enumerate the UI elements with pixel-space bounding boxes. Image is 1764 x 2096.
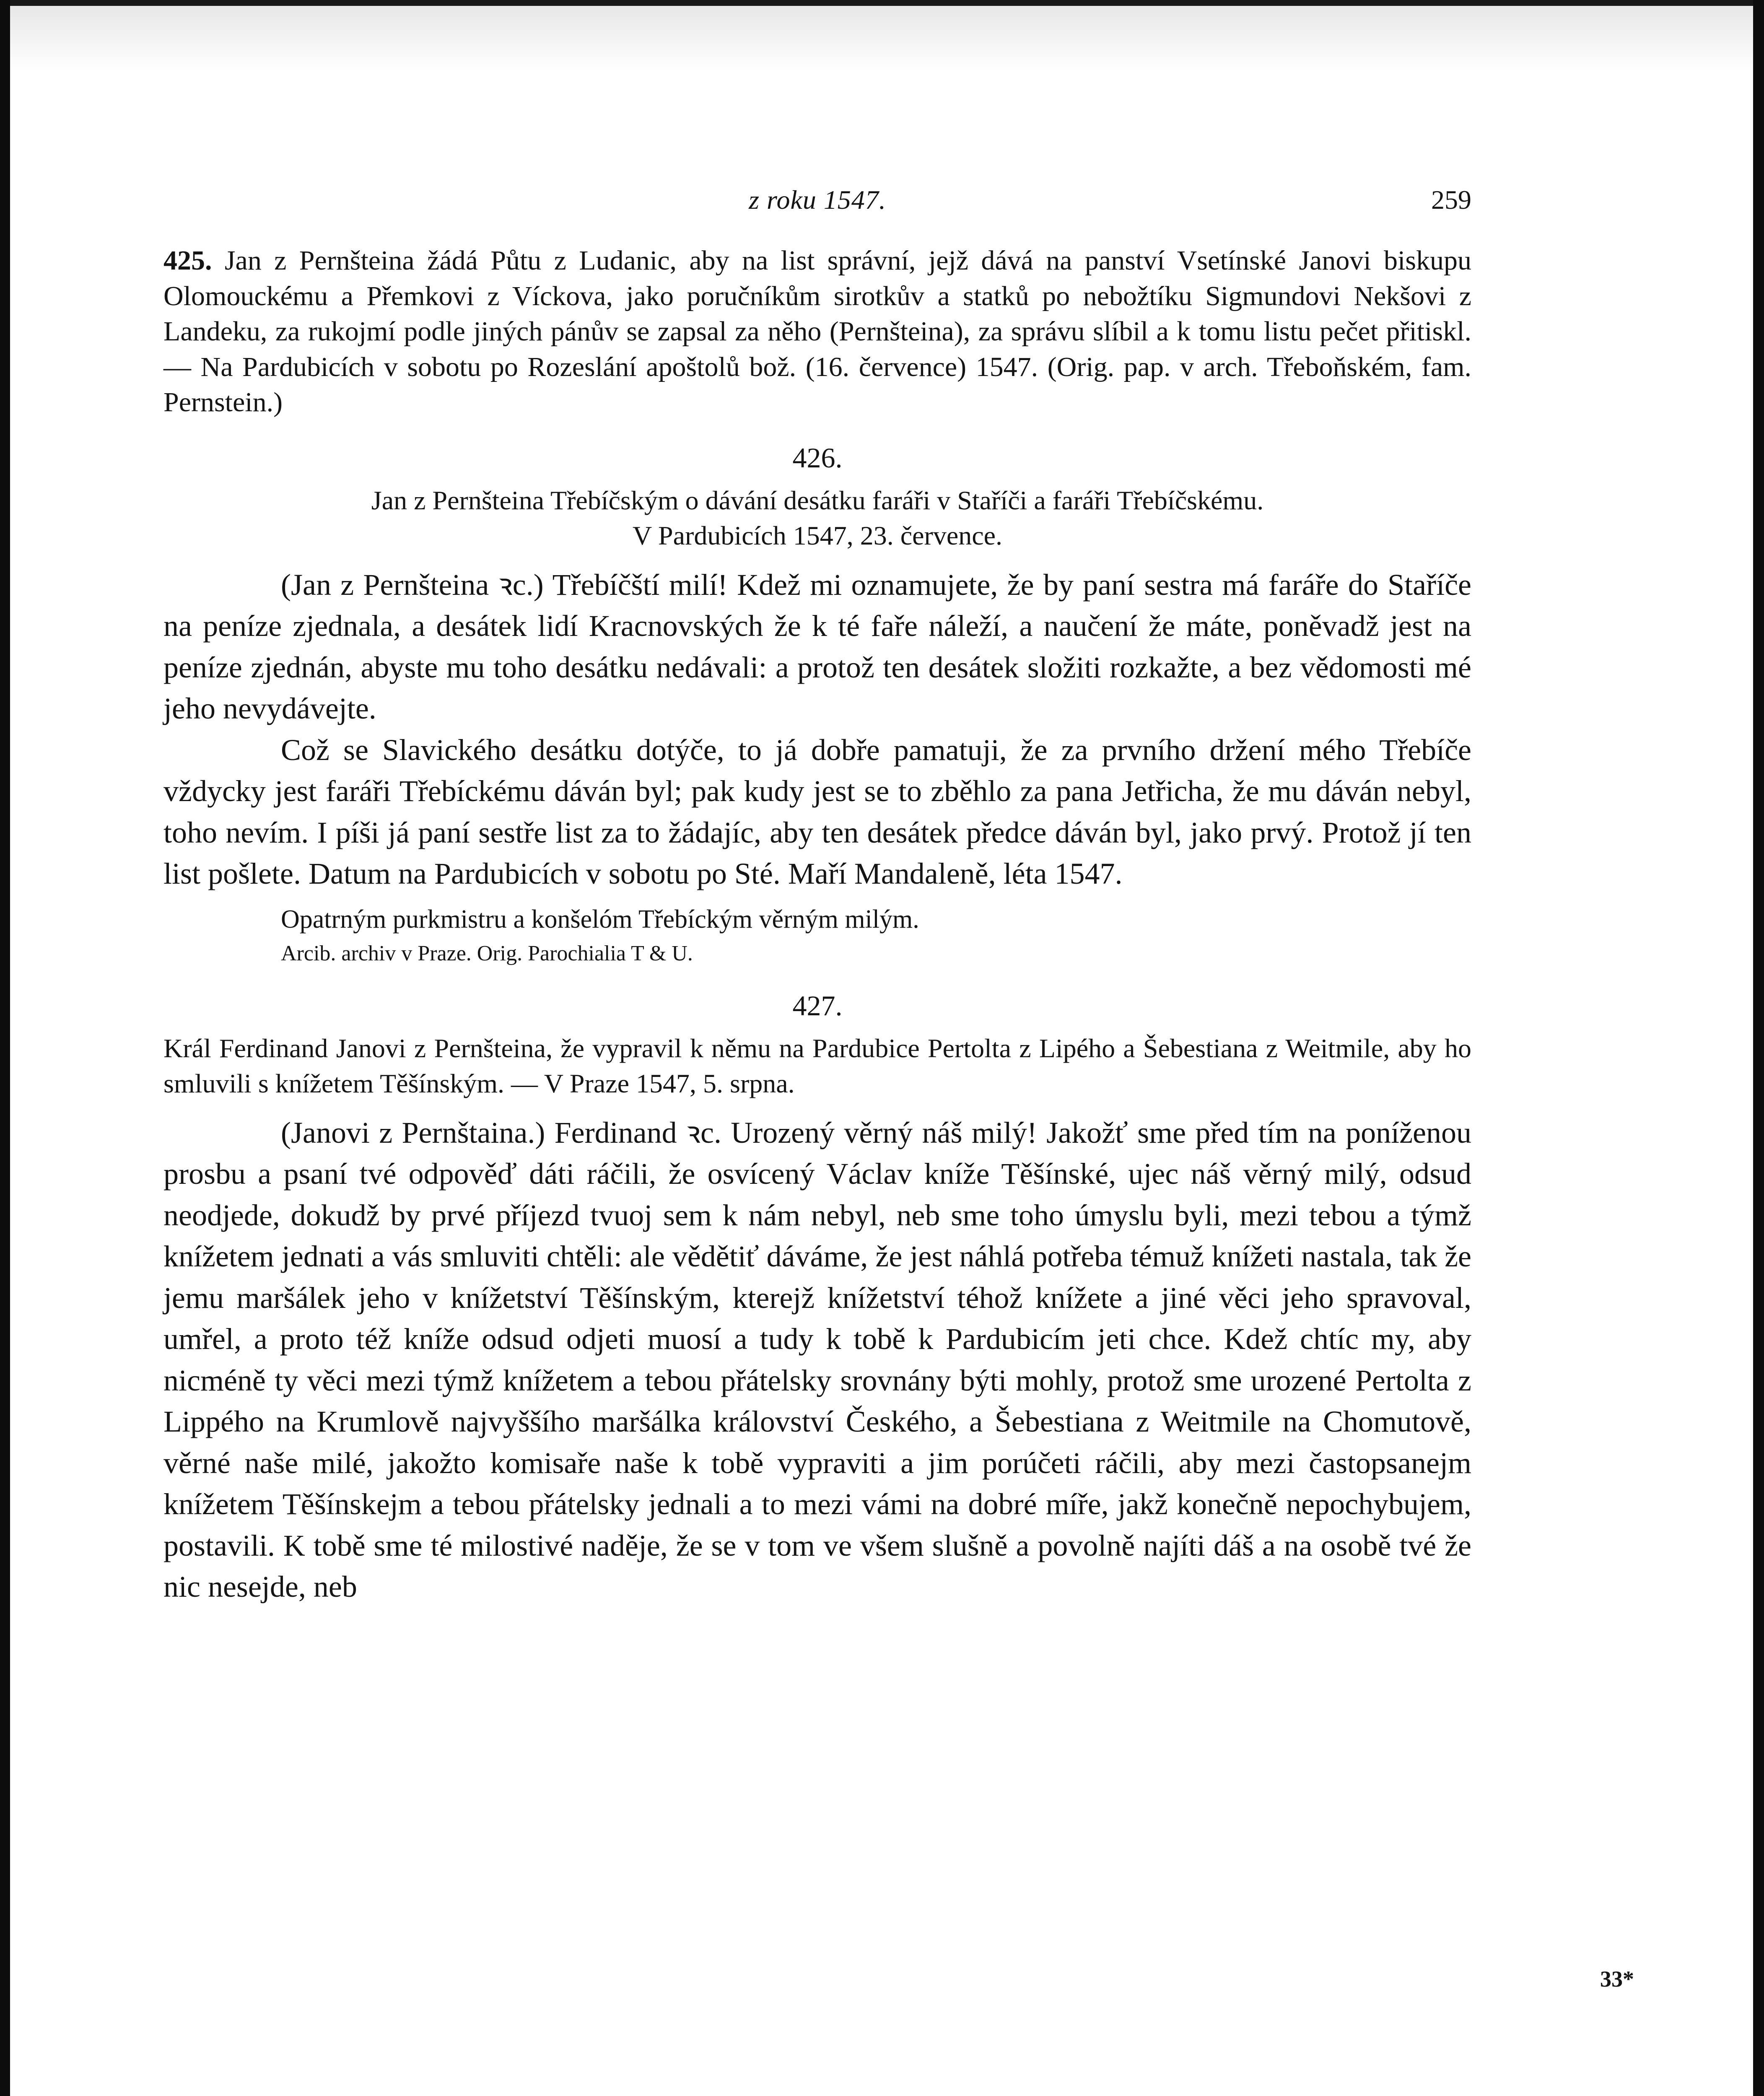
entry-425 bbox=[163, 243, 1471, 420]
letter-address: Opatrným purkmistru a konšelóm Třebíckým věrným milým. bbox=[281, 905, 919, 934]
entry-number: 427. bbox=[792, 989, 843, 1022]
scan-edge-left bbox=[0, 0, 10, 2096]
signature-mark: 33* bbox=[1600, 1966, 1634, 1992]
entry-heading-date: V Pardubicích 1547, 23. července. bbox=[632, 520, 1003, 550]
entry-heading-line: Jan z Pernšteina Třebíčským o dávání desátku faráři v Staříči a faráři Třebíčskému. bbox=[371, 485, 1264, 515]
letter-paragraph: (Janovi z Pernštaina.) Ferdinand ꝛc. Urozený věrný náš milý! Jakožť sme před tím na poníženou prosbu a psaní tvé odpověď dáti ráčili, že osvícený Václav kníže Těšínské, ujec náš věrný milý, odsud neodjede, dokudž by prvé příjezd tvuoj sem k nám nebyl, neb sme toho úmyslu byli, mezi tebou a týmž knížetem jednati a vás smluviti chtěli: ale vědětiť dáváme, že jest náhlá potřeba témuž knížeti nastala, tak že jemu maršálek jeho v knížetství Těšínským, kterejž knížetství téhož knížete a jiné věci jeho spravoval, umřel, a proto též kníže odsud odjeti muosí a tudy k tobě k Pardubicím jeti chce. Kdež chtíc my, aby nicméně ty věci mezi týmž knížetem a tebou přátelsky srovnány býti mohly, protož sme urozené Pertolta z Lippého na Krumlově najvyššího maršálka království Českého, a Šebestiana z Weitmile na Chomutově, věrné naše milé, jakožto komisaře naše k tobě vypraviti a jim porúčeti ráčili, aby mezi častopsanejm knížetem Těšínskejm a tebou přátelsky jednali a to mezi vámi na dobré míře, jakž konečně nepochybujem, postavili. K tobě sme té milostivé naděje, že se v tom ve všem slušně a povolně najíti dáš a na osobě tvé že nic nesejde, neb bbox=[163, 1115, 1471, 1603]
letter-paragraph: Což se Slavického desátku dotýče, to já dobře pamatuji, že za prvního držení mého Třebíče vždycky jest faráři Třebíckému dáván byl; pak kudy jest se to zběhlo za pana Jetřicha, že mu dáván nebyl, toho nevím. I píši já paní sestře list za to žádajíc, aby ten desátek předce dáván byl, jako prvý. Protož jí ten list pošlete. Datum na Pardubicích v sobotu po Sté. Maří Mandaleně, léta 1547. bbox=[163, 733, 1471, 890]
running-head: z roku 1547. bbox=[749, 185, 886, 215]
book-page bbox=[163, 176, 1471, 1608]
entry-regest-text: Jan z Pernšteina žádá Půtu z Ludanic, aby na list správní, jejž dává na panství Vsetínské Janovi biskupu Olomouckému a Přemkovi z Víckova, jako poručníkům sirotkův a statků po nebožtíku Sigmundovi Nekšovi z Landeku, za rukojmí podle jiných pánův se zapsal za něho (Pernšteina), za správu slíbil a k tomu listu pečet přitiskl. — Na Pardubicích v sobotu po Rozeslání apoštolů bož. (16. července) 1547. (Orig. pap. v arch. Třeboňském, fam. Pernstein.) bbox=[163, 245, 1472, 418]
scan-edge-right bbox=[1753, 0, 1764, 2096]
page-header bbox=[163, 176, 1471, 226]
page-number: 259 bbox=[1431, 185, 1471, 215]
entry-number: 425. bbox=[163, 245, 212, 276]
source-note: Arcib. archiv v Praze. Orig. Parochialia T & U. bbox=[281, 941, 693, 965]
entry-number: 426. bbox=[792, 441, 843, 474]
entry-heading: Král Ferdinand Janovi z Pernšteina, že vypravil k němu na Pardubice Pertolta z Lipého a Šebestiana z Weitmile, aby ho smluvili s knížetem Těšínským. — V Praze 1547, 5. srpna. bbox=[163, 1033, 1471, 1098]
entry-heading bbox=[163, 483, 1471, 553]
scan-shading bbox=[0, 0, 1764, 71]
letter-paragraph: (Jan z Pernšteina ꝛc.) Třebíčští milí! Kdež mi oznamujete, že by paní sestra má faráře do Staříče na peníze zjednala, a desátek lidí Kracnovských že k té faře náleží, a naučení že máte, poněvadž jest na peníze zjednán, abyste mu toho desátku nedávali: a protož ten desátek složiti rozkažte, a bez vědomosti mé jeho nevydávejte. bbox=[163, 568, 1471, 725]
